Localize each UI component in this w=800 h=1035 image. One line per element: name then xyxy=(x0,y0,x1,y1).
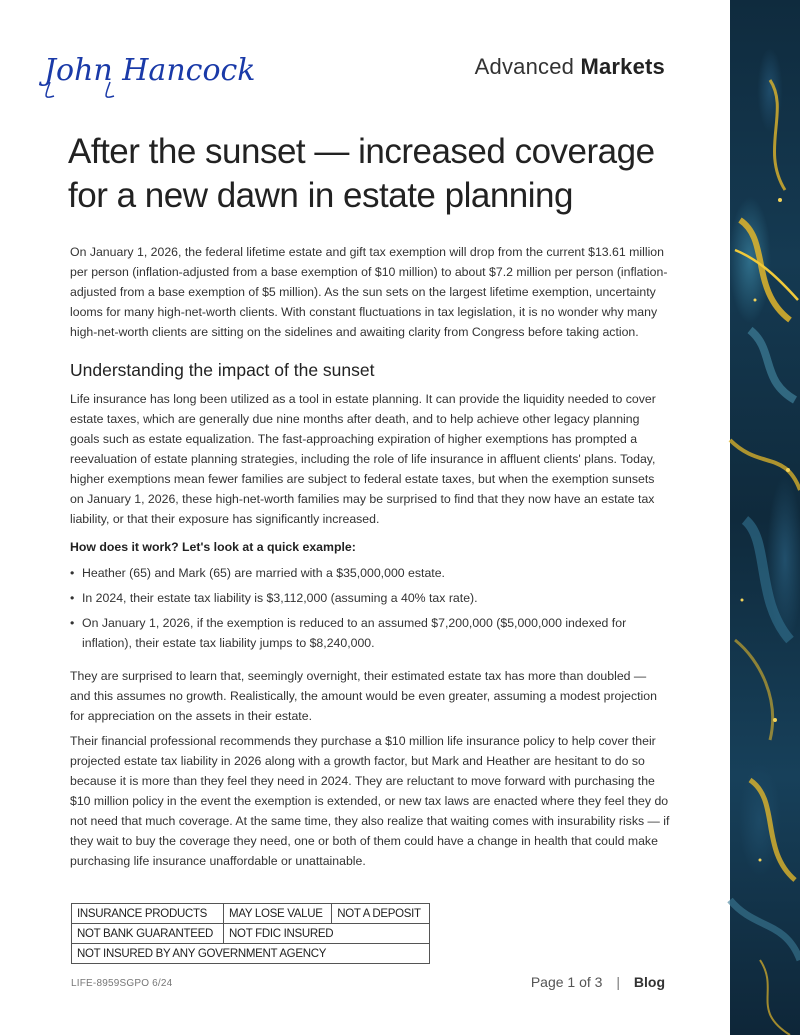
art-swirls xyxy=(730,0,800,1035)
table-row xyxy=(72,944,430,964)
disclaimer-cell: NOT A DEPOSIT xyxy=(332,904,430,924)
advanced-markets-brand xyxy=(475,54,665,80)
example-bullet-list xyxy=(70,563,670,658)
disclaimer-table xyxy=(71,903,430,964)
table-row xyxy=(72,924,430,944)
list-item: • Heather (65) and Mark (65) are married with a $35,000,000 estate. xyxy=(70,563,670,583)
disclaimer-cell: NOT FDIC INSURED xyxy=(224,924,430,944)
result-paragraph: They are surprised to learn that, seemingly overnight, their estimated estate tax has more than doubled — and this assumes no growth. Realistically, the amount would be even greater, assuming a modest projection for appreciation on the assets in their estate. xyxy=(70,669,657,723)
john-hancock-logo xyxy=(40,42,256,102)
disclaimer-cell: MAY LOSE VALUE xyxy=(224,904,332,924)
example-heading: How does it work? Let's look at a quick example: xyxy=(70,540,356,554)
decorative-art-panel xyxy=(730,0,800,1035)
page-number: Page 1 of 3 xyxy=(530,974,603,990)
list-item: • On January 1, 2026, if the exemption is reduced to an assumed $7,200,000 ($5,000,000 indexed for inflation), their estate tax liability jumps to $8,240,000. xyxy=(70,613,670,653)
list-item: • In 2024, their estate tax liability is $3,112,000 (assuming a 40% tax rate). xyxy=(70,588,670,608)
table-row xyxy=(72,904,430,924)
brand-light: Advanced xyxy=(474,54,575,79)
form-code: LIFE-8959SGPO 6/24 xyxy=(71,978,173,989)
disclaimer-cell: INSURANCE PRODUCTS xyxy=(72,904,224,924)
section-heading: Understanding the impact of the sunset xyxy=(70,360,375,380)
logo-text: John Hancock xyxy=(44,53,256,88)
intro-paragraph: On January 1, 2026, the federal lifetime estate and gift tax exemption will drop from the current $13.61 million per person (inflation-adjusted from a base exemption of $10 million) to about $7.2 million per person (inflation-adjusted from a base exemption of $5 million). As the sun sets on the largest lifetime exemption, uncertainty looms for many high-net-worth clients. With constant fluctuations in tax legislation, it is no wonder why many high-net-worth clients are sitting on the sidelines and awaiting clarity from Congress before taking action. xyxy=(70,245,668,339)
section-paragraph: Life insurance has long been utilized as a tool in estate planning. It can provide the liquidity needed to cover estate taxes, which are generally due nine months after death, and to help achieve other legacy planning goals such as estate equalization. The fast-approaching expiration of higher exemptions has prompted a reevaluation of estate planning strategies, including the role of life insurance in affluent clients' plans. Today, higher exemptions mean fewer families are subject to federal estate taxes, but when the exemption sunsets on January 1, 2026, these high-net-worth families may be surprised to find that they now have an estate tax liability, or that their exposure has significantly increased. xyxy=(70,392,656,526)
page-footer xyxy=(531,974,665,990)
page-title: After the sunset — increased coverage for a new dawn in estate planning xyxy=(68,132,655,215)
recommendation-paragraph: Their financial professional recommends they purchase a $10 million life insurance policy to help cover their projected estate tax liability in 2026 along with a growth factor, but Mark and Heather are hesitant to do so because it is more than they feel they need in 2024. They are reluctant to move forward with purchasing the $10 million policy in the event the exemption is extended, or new tax laws are enacted where they feel they do not need that much coverage. At the same time, they also realize that waiting comes with insurability risks — if they wait to buy the coverage they need, one or both of them could have a change in health that could make purchasing life insurance unaffordable or unattainable. xyxy=(70,734,670,868)
brand-bold: Markets xyxy=(580,54,665,79)
blog-label: Blog xyxy=(633,974,665,990)
footer-separator: | xyxy=(616,974,620,990)
disclaimer-cell: NOT BANK GUARANTEED xyxy=(72,924,224,944)
disclaimer-cell: NOT INSURED BY ANY GOVERNMENT AGENCY xyxy=(72,944,430,964)
